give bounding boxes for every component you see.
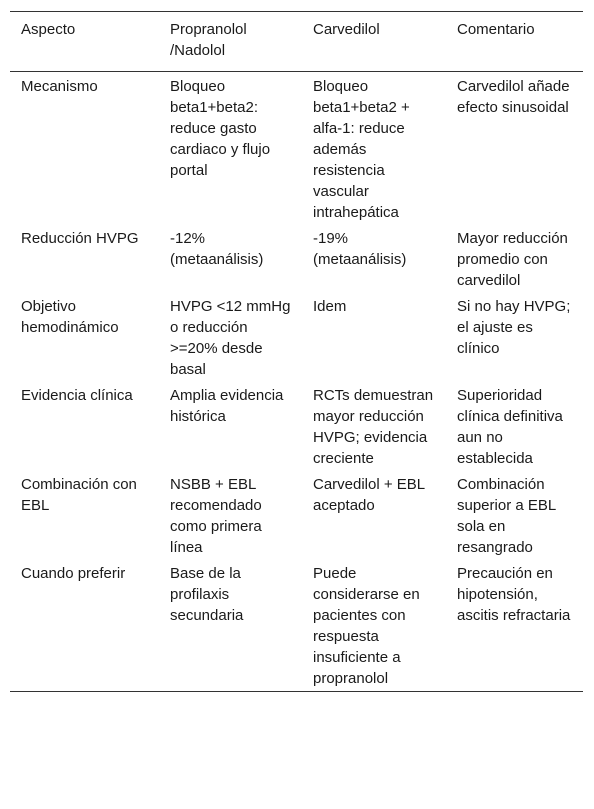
table-cell: Evidencia clínica [21,387,133,404]
header-row [10,12,583,72]
table-cell: -12% (metaanálisis) [170,230,264,268]
table-cell: Mecanismo [21,78,98,95]
table-cell: Base de la profilaxis secundaria [170,565,244,624]
header-cell-comentario: Comentario [457,21,535,38]
table-cell: Superioridad clínica definitiva aun no establecida [457,387,563,467]
header-cell-propranolol-nadolol: Propranolol /Nadolol [170,21,247,59]
table-cell: NSBB + EBL recomendado como primera línea [170,476,262,556]
table-cell: -19% (metaanálisis) [313,230,407,268]
header-cell-carvedilol: Carvedilol [313,21,380,38]
table-cell: Bloqueo beta1+beta2: reduce gasto cardiaco y flujo portal [170,78,271,179]
table-cell: Bloqueo beta1+beta2 + alfa-1: reduce además resistencia vascular intrahepática [313,78,410,221]
table-cell: Mayor reducción promedio con carvedilol [457,230,568,289]
comparison-table-container [10,11,583,692]
table-cell: Carvedilol añade efecto sinusoidal [457,78,570,116]
table-cell: HVPG <12 mmHg o reducción >=20% desde basal [170,298,291,378]
table-cell: Precaución en hipotensión, ascitis refractaria [457,565,571,624]
table-cell: Cuando preferir [21,565,126,582]
table-row [10,470,583,559]
table-row [10,224,583,292]
table-row [10,292,583,381]
table-row [10,72,583,225]
table-cell: Combinación con EBL [21,476,137,514]
table-cell: Idem [313,298,347,315]
comparison-table [10,11,583,692]
table-row [10,381,583,470]
table-cell: Amplia evidencia histórica [170,387,284,425]
table-body [10,72,583,692]
table-header [10,12,583,72]
table-row [10,559,583,692]
table-cell: Puede considerarse en pacientes con respuesta insuficiente a propranolol [313,565,420,687]
table-cell: Carvedilol + EBL aceptado [313,476,425,514]
table-cell: Objetivo hemodinámico [21,298,119,336]
table-cell: Reducción HVPG [21,230,139,247]
table-cell: Combinación superior a EBL sola en resangrado [457,476,556,556]
header-cell-aspecto: Aspecto [21,21,76,38]
table-cell: RCTs demuestran mayor reducción HVPG; evidencia creciente [313,387,434,467]
table-cell: Si no hay HVPG; el ajuste es clínico [457,298,571,357]
